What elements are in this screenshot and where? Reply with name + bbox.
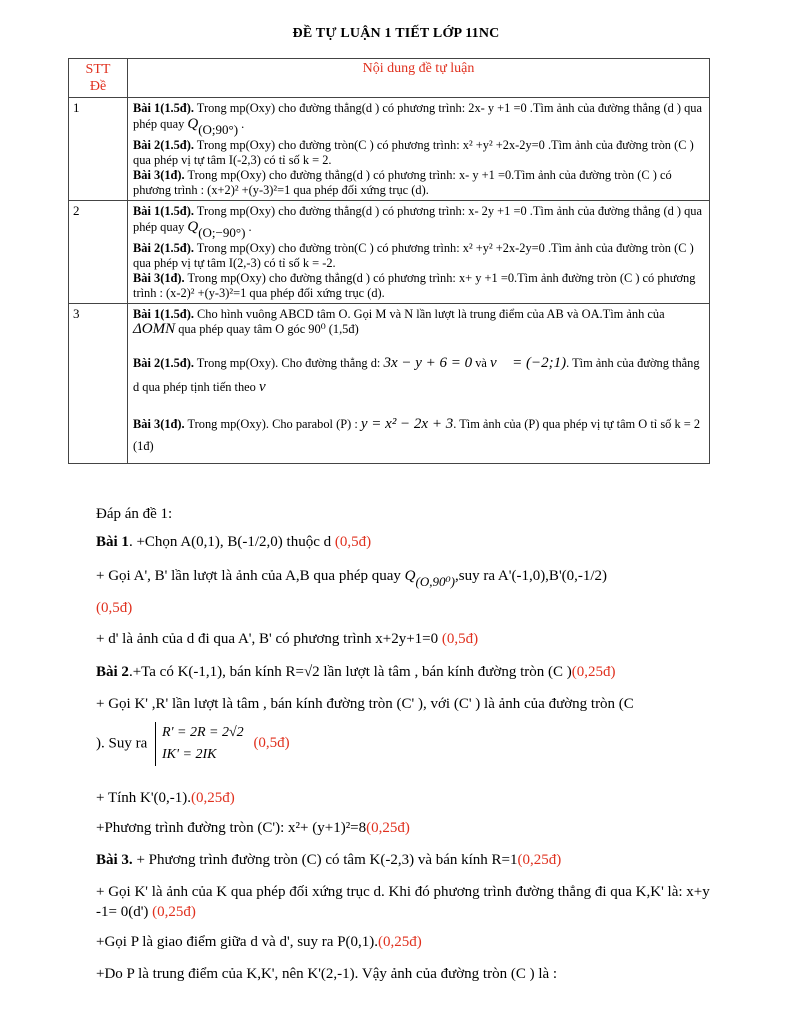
problem-1: Bài 1(1.5đ). Trong mp(Oxy) cho đường thẳng(d ) có phương trình: x- 2y +1 =0 .Tìm ảnh của đường thẳng (d ) qua phép quay Q(O;−90°) . [133,204,702,240]
row-content [128,98,710,201]
answer-b2-line4: + Tính K'(0,-1).(0,25đ) [96,790,235,806]
answer-b1-line3: + d' là ảnh của d đi qua A', B' có phương trình x+2y+1=0 (0,5đ) [96,631,479,647]
answer-b1-line2-points: (0,5đ) [96,600,133,616]
answer-b3-line2: + Gọi K' là ảnh của K qua phép đối xứng trục d. Khi đó phương trình đường thẳng đi qua K,K' là: x+y -1= 0(d') (0,25đ) [96,884,710,920]
answer-b3-line4: +Do P là trung điểm của K,K', nên K'(2,-1). Vậy ảnh của đường tròn (C ) là : [96,966,558,982]
answer-b2-line1: Bài 2.+Ta có K(-1,1), bán kính R=√2 lần lượt là tâm , bán kính đường tròn (C )(0,25đ) [96,664,616,680]
problem-1: Bài 1(1.5đ). Trong mp(Oxy) cho đường thẳng(d ) có phương trình: 2x- y +1 =0 .Tìm ảnh của đường thẳng (d ) qua phép quay Q(O;90°) . [133,101,702,137]
answer-heading: Đáp án đề 1: [96,506,173,522]
row-number: 3 [69,304,128,464]
problem-3: Bài 3(1đ). Trong mp(Oxy). Cho parabol (P) : y = x² − 2x + 3. Tìm ảnh của (P) qua phép vị tự tâm O tỉ số k = 2 (1đ) [133,416,701,453]
answer-b2-line2: + Gọi K' ,R' lần lượt là tâm , bán kính đường tròn (C' ), với (C' ) là ảnh của đường tròn (C [96,696,634,712]
header-content: Nội dung đề tự luận [128,59,710,98]
table-header-row [69,59,710,98]
header-stt [69,59,128,98]
answer-b1-line1: Bài 1. +Chọn A(0,1), B(-1/2,0) thuộc d (0,5đ) [96,534,372,550]
exam-table [68,58,710,464]
equation-system: R' = 2R = 2√2 IK' = 2IK [155,722,244,766]
problem-1: Bài 1(1.5đ). Cho hình vuông ABCD tâm O. Gọi M và N lần lượt là trung điểm của AB và OA.Tìm ảnh của ΔOMN qua phép quay tâm O góc 90⁰ (1,5đ) [133,307,665,337]
problem-3: Bài 3(1đ). Trong mp(Oxy) cho đường thẳng(d ) có phương trình: x- y +1 =0.Tìm ảnh của đường tròn (C ) có phương trình : (x+2)² +(y-3)²=1 qua phép đối xứng trục (d). [133,168,672,197]
table-row [69,201,710,304]
answer-b2-line5: +Phương trình đường tròn (C'): x²+ (y+1)²=8(0,25đ) [96,820,410,836]
problem-2: Bài 2(1.5đ). Trong mp(Oxy). Cho đường thẳng d: 3x − y + 6 = 0 và v⃗ = (−2;1). Tìm ảnh của đường thẳng d qua phép tịnh tiến theo v⃗ [133,355,700,395]
page-title: ĐỀ TỰ LUẬN 1 TIẾT LỚP 11NC [292,26,500,41]
answer-b1-line2: + Gọi A', B' lần lượt là ảnh của A,B qua phép quay Q(O,90⁰),suy ra A'(-1,0),B'(0,-1/2) [96,568,608,589]
answer-b3-line1: Bài 3. + Phương trình đường tròn (C) có tâm K(-2,3) và bán kính R=1(0,25đ) [96,852,562,868]
table-row [69,304,710,464]
row-content [128,201,710,304]
header-stt-label: STT Đề [85,62,111,94]
table-row [69,98,710,201]
row-number: 1 [69,98,128,201]
row-number: 2 [69,201,128,304]
problem-2: Bài 2(1.5đ). Trong mp(Oxy) cho đường tròn(C ) có phương trình: x² +y² +2x-2y=0 .Tìm ảnh của đường tròn (C ) qua phép vị tự tâm I(-2,3) có tỉ số k = 2. [133,138,694,167]
problem-3: Bài 3(1đ). Trong mp(Oxy) cho đường thẳng(d ) có phương trình: x+ y +1 =0.Tìm ảnh đường tròn (C ) có phương trình : (x-2)² +(y-3)²=1 qua phép đối xứng trục (d). [133,271,696,300]
answer-b2-line3: ). Suy ra R' = 2R = 2√2 IK' = 2IK (0,5đ) [96,722,716,766]
row-content [128,304,710,464]
answer-b3-line3: +Gọi P là giao điểm giữa d và d', suy ra P(0,1).(0,25đ) [96,934,422,950]
problem-2: Bài 2(1.5đ). Trong mp(Oxy) cho đường tròn(C ) có phương trình: x² +y² +2x-2y=0 .Tìm ảnh của đường tròn (C ) qua phép vị tự tâm I(2,-3) có tỉ số k = -2. [133,241,694,270]
